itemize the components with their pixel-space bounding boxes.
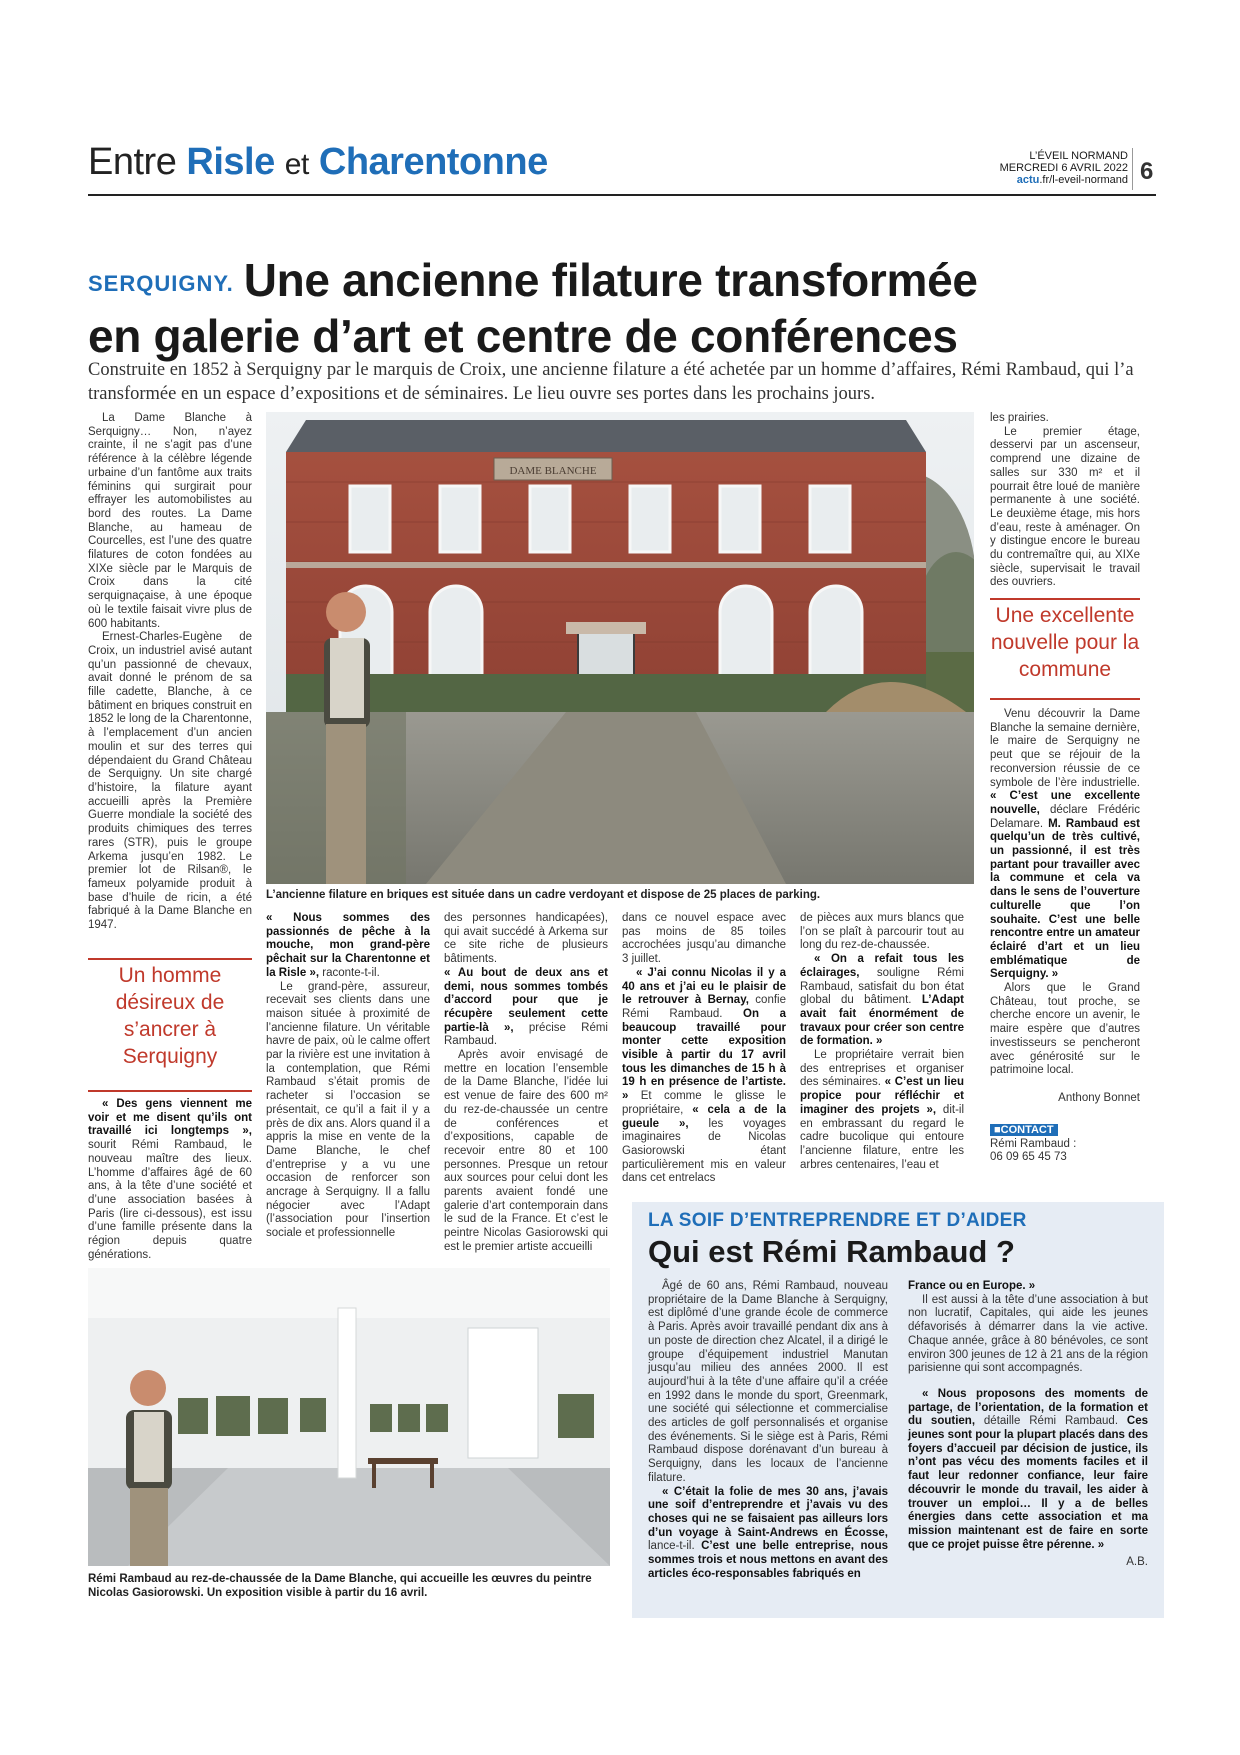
box-column-1 (648, 1280, 888, 1581)
header-rule (88, 194, 1156, 196)
paragraph: Âgé de 60 ans, Rémi Rambaud, nouveau propriétaire de la Dame Blanche à Serquigny, est diplômé d’une grande école de commerce à Paris. Après avoir travaillé pendant dix ans à un poste de direction chez Alcatel, il a dirigé le groupe d’équipement industriel Manutan jusqu’au milieu des années 2000. Il est aujourd’hui à la tête d’une affaire qu’il a créée en 1992 dans le monde du sport, Greenmark, une société qui sélectionne et commercialise des articles de golf personnalisés et organise des événements. Si le siège est à Paris, Rémi Rambaud dispose dorénavant d’un bureau à Serquigny, dans les locaux de l’ancienne filature. (648, 1280, 888, 1484)
article-column-1b (88, 1098, 252, 1262)
photo-caption: Rémi Rambaud au rez-de-chaussée de la Dame Blanche, qui accueille les œuvres du peintre Nicolas Gasiorowski. Un exposition visible à partir du 16 avril. (88, 1573, 592, 1599)
website-domain: actu (1016, 174, 1040, 186)
paragraph: détaille Rémi Rambaud. (975, 1415, 1119, 1428)
page-number: 6 (1140, 158, 1154, 185)
article-column-1 (88, 412, 252, 933)
contact-block (990, 1124, 1140, 1165)
quote: « Nous proposons des moments de partage, de l’orientation, de la formation et du soutien, (908, 1387, 1148, 1428)
gallery-photo (88, 1268, 610, 1566)
photo-caption: L’ancienne filature en briques est située dans un cadre verdoyant et dispose de 25 places de parking. (266, 889, 821, 901)
divider (1132, 148, 1133, 190)
issue-date: MERCREDI 6 AVRIL 2022 (999, 162, 1128, 174)
quote: « On a refait tous les éclairages, (800, 953, 964, 979)
paragraph: des personnes handicapées), qui avait succédé à Arkema sur ce site riche de plusieurs bâtiments. (444, 912, 608, 966)
divider (990, 598, 1140, 600)
section-word: Risle (186, 141, 275, 183)
masthead (980, 150, 1128, 186)
article-column-6 (990, 412, 1140, 590)
newspaper-name: L’ÉVEIL NORMAND (1029, 150, 1128, 162)
website-path: .fr/l-eveil-normand (1039, 174, 1128, 186)
paragraph: Venu découvrir la Dame Blanche la semaine dernière, le maire de Serquigny ne peut que se réjouir de la reconversion réussie de ce symbole de l’ère industrielle. (990, 708, 1140, 789)
building-illustration (266, 412, 974, 884)
quote: « C’est une excellente nouvelle, (990, 790, 1140, 816)
paragraph: Alors que le Grand Château, tout proche, se cherche encore un avenir, le maire espère que d’autres investisseurs se pencheront avec générosité sur le patrimoine local. (990, 982, 1140, 1077)
box-title: Qui est Rémi Rambaud ? (648, 1234, 1015, 1269)
paragraph: Après avoir envisagé de mettre en location l’ensemble de la Dame Blanche, l’idée lui est venue de faire des 600 m² du rez-de-chaussée un centre de conférences et d’expositions, capable de recevoir entre 80 et 100 personnes. Presque un retour aux sources pour celui dont les parents avaient fondé une galerie d’art contemporain dans le sud de la France. Et c’est le peintre Nicolas Gasiorowski qui est le premier artiste accueilli (444, 1049, 608, 1253)
quote: « C’est un lieu propice pour réfléchir et imaginer des projets », (800, 1076, 964, 1116)
quote: Ces jeunes sont pour la plupart placés dans des foyers d’accueil par décision de justice, ils n’ont pas vécu des moments faciles et il faut leur redonner confiance, leur faire découvrir le monde du travail, les aider à trouver un emploi… Il y a de belles énergies dans cette association et ma mission maintenant est de faire en sorte que ce projet puisse être pérenne. » (908, 1415, 1148, 1551)
article-column-2 (266, 912, 430, 1241)
subheading: Un homme désireux de s’ancrer à Serquigny (115, 964, 225, 1068)
paragraph: sourit Rémi Rambaud, le nouveau maître des lieux. L’homme d’affaires âgé de 60 ans, à la tête d’une société et d’une association basées à Paris (lire ci-dessous), est issu d’une famille présente dans la région depuis quatre générations. (88, 1139, 252, 1261)
paragraph: Et comme le glisse le propriétaire, (622, 1090, 786, 1116)
box-column-2 (908, 1280, 1148, 1570)
article-lead: Construite en 1852 à Serquigny par le marquis de Croix, une ancienne filature a été achetée par un homme d’affaires, Rémi Rambaud, qui l’a transformée en un espace d’expositions et de séminaires. Le lieu ouvre ses portes dans les prochains jours. (88, 360, 1134, 404)
paragraph: raconte-t-il. (319, 966, 380, 979)
divider (88, 1090, 252, 1092)
contact-name: Rémi Rambaud : (990, 1137, 1077, 1150)
quote: « Des gens viennent me voir et me disent qu’ils ont travaillé ici longtemps », (88, 1098, 252, 1138)
paragraph: déclare Frédéric Delamare. (990, 803, 1140, 830)
divider (88, 958, 252, 960)
quote: France ou en Europe. » (908, 1280, 1036, 1292)
section-heading (88, 140, 548, 187)
paragraph: les voyages imaginaires de Nicolas Gasiorowski étant particulièrement mis en valeur dans cet entrelacs (622, 1117, 786, 1185)
paragraph: les prairies. (990, 412, 1049, 424)
subheading: Une excellente nouvelle pour la commune (990, 604, 1140, 681)
box-signature: A.B. (1126, 1556, 1148, 1569)
section-word: Charentonne (318, 141, 548, 183)
paragraph: précise Rémi Rambaud. (444, 1021, 608, 1048)
gallery-illustration (88, 1268, 610, 1566)
paragraph: dit-il en embrassant du regard le cadre bucolique qui entoure l’ancienne filature, entre les arbres centenaires, l’eau et (800, 1103, 965, 1171)
quote: « J’ai connu Nicolas il y a 40 ans et j’ai eu le plaisir de le retrouver à Bernay, (622, 966, 786, 1007)
headline-line-2: en galerie d’art et centre de conférences (88, 309, 958, 362)
paragraph: Le premier étage, desservi par un ascenseur, comprend une dizaine de salles sur 330 m² et il pourrait être loué de manière permanente à une société. Le deuxième étage, mis hors d’eau, reste à aménager. On y distingue encore le bureau du contremaître qui, au XIXe siècle, supervisait le travail des ouvriers. (990, 425, 1140, 589)
paragraph: de pièces aux murs blancs que l’on se plaît à parcourir tout au long du rez-de-chaussée. (800, 912, 964, 952)
author-byline: Anthony Bonnet (1058, 1091, 1140, 1104)
article-column-3 (444, 912, 608, 1255)
paragraph: confie Rémi Rambaud. (622, 994, 786, 1020)
quote: « C’était la folie de mes 30 ans, j’avais une soif d’entreprendre et j’avais vu des choses qui ne se faisaient pas ailleurs lors d’un voyage à Saint-Andrews en Écosse, (648, 1485, 888, 1539)
paragraph: Le grand-père, assureur, recevait ses clients dans une maison située à proximité de l’ancienne filature. Un véritable havre de paix, où le calme offert par la rivière est une invitation à la contemplation, que Rémi Rambaud s’était promis de racheter si l’occasion se présentait, ce qu’il a fait il y a près de dix ans. Alors quand il a appris la mise en vente de la Dame Blanche, le chef d’entreprise y a vu une occasion de renforcer son ancrage à Serquigny. Il a fallu négocier avec l’Adapt (l’association pour l’insertion sociale et professionnelle (266, 980, 430, 1240)
quote: M. Rambaud est quelqu’un de très cultivé, un passionné, il est très partant pour travailler avec la commune et cela va dans le sens de l’ouverture culturelle que l’on souhaite. C’est une belle rencontre entre un amateur éclairé d’art et un lieu emblématique de Serquigny. » (990, 817, 1140, 981)
article-column-6b (990, 708, 1140, 1106)
paragraph: Il est aussi à la tête d’une association à but non lucratif, Capitales, qui aide les jeunes défavorisés à démarrer dans la vie active. Chaque année, grâce à 80 bénévoles, ce sont environ 300 jeunes de 12 à 21 ans de la région parisienne qui sont accompagnés. (908, 1293, 1148, 1375)
quote: « Nous sommes des passionnés de pêche à la mouche, mon grand-père pêchait sur la Charentonne et la Risle », (266, 912, 430, 979)
quote: L’Adapt avait fait énormément de travaux pour créer son centre de formation. » (800, 994, 964, 1048)
paragraph: La Dame Blanche à Serquigny… Non, n’ayez crainte, il ne s’agit pas d’une référence à la célèbre légende urbaine d’un fantôme aux traits féminins qui surgirait pour effrayer les automobilistes au bord des routes. La Dame Blanche, au hameau de Courcelles, est l’une des quatre filatures de coton fondées au XIXe siècle par le Marquis de Croix dans la cité serquignaçaise, à une époque où le textile faisait vivre plus de 600 habitants. (88, 412, 252, 630)
building-sign-text: DAME BLANCHE (509, 465, 597, 477)
quote: « Au bout de deux ans et demi, nous sommes tombés d’accord pour que je récupère seulement cette partie-là », (444, 966, 608, 1034)
article-column-4 (622, 912, 786, 1186)
contact-label: ■CONTACT (990, 1124, 1058, 1136)
divider (990, 698, 1140, 700)
building-photo (266, 412, 974, 884)
paragraph: Ernest-Charles-Eugène de Croix, un industriel avisé autant qu’un passionné de chevaux, avait donné le prénom de sa fille cadette, Blanche, à ce bâtiment en briques construit en 1852 le long de la Charentonne, à l’emplacement d’un ancien moulin et sur des terres qui dépendaient du Grand Château de Serquigny. Un site chargé d’histoire, la filature ayant accueilli après la Première Guerre mondiale la société des produits chimiques des terres rares (STR), puis le groupe Arkema jusqu’en 1982. Le premier lot de Rilsan®, le fameux polyamide produit à base d’huile de ricin, a été fabriqué à la Dame Blanche en 1947. (88, 631, 252, 932)
box-kicker: LA SOIF D’ENTREPRENDRE ET D’AIDER (648, 1210, 1027, 1231)
section-word: et (284, 148, 309, 181)
section-word: Entre (88, 141, 177, 183)
quote: « cela a de la gueule », (622, 1103, 786, 1130)
contact-phone[interactable]: 06 09 65 45 73 (990, 1151, 1067, 1164)
quote: On a beaucoup travaillé pour monter cette exposition visible à partir du 17 avril tous les dimanches de 15 h à 19 h en présence de l’artiste. » (622, 1007, 787, 1103)
paragraph: Le propriétaire verrait bien des entreprises et organiser des séminaires. (800, 1049, 964, 1089)
paragraph: souligne Rémi Rambaud, satisfait du bon état global du bâtiment. (800, 966, 964, 1007)
headline-line-1: Une ancienne filature transformée (243, 254, 978, 306)
paragraph: dans ce nouvel espace avec pas moins de 85 toiles accrochées jusqu’au dimanche 3 juillet. (622, 912, 786, 966)
article-kicker: SERQUIGNY. (88, 270, 234, 296)
website-link[interactable] (980, 174, 1128, 186)
article-column-5 (800, 912, 964, 1172)
quote: C’est une belle entreprise, nous sommes trois et nous mettons en avant des articles éco-responsables fabriqués en (648, 1540, 888, 1580)
paragraph: lance-t-il. (648, 1540, 695, 1553)
headline (88, 254, 1148, 362)
